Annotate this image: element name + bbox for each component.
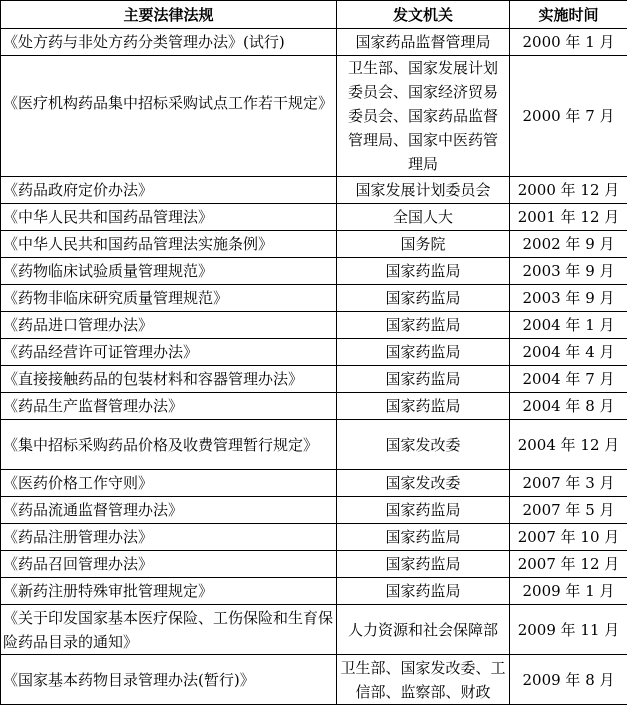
agency-cell: 国家药监局 [337,366,510,393]
agency-cell: 国务院 [337,231,510,258]
table-row [1,339,627,366]
date-cell: 2004 年 1 月 [510,312,627,339]
law-cell: 《药品生产监督管理办法》 [1,393,337,420]
date-cell: 2007 年 5 月 [510,497,627,524]
table-row [1,470,627,497]
date-cell: 2007 年 3 月 [510,470,627,497]
agency-cell: 国家药监局 [337,497,510,524]
law-cell: 《药物临床试验质量管理规范》 [1,258,337,285]
table-row [1,366,627,393]
agency-cell: 国家药监局 [337,285,510,312]
law-cell: 《新药注册特殊审批管理规定》 [1,578,337,605]
table-row [1,56,627,177]
table-row [1,655,627,705]
table-row [1,551,627,578]
agency-cell: 国家药监局 [337,312,510,339]
date-cell: 2009 年 1 月 [510,578,627,605]
table-row [1,524,627,551]
table-row [1,312,627,339]
law-cell: 《药品经营许可证管理办法》 [1,339,337,366]
date-cell: 2001 年 12 月 [510,204,627,231]
date-cell: 2003 年 9 月 [510,285,627,312]
law-cell: 《中华人民共和国药品管理法》 [1,204,337,231]
header-law: 主要法律法规 [1,1,337,29]
agency-cell: 全国人大 [337,204,510,231]
table-row [1,393,627,420]
law-cell: 《医疗机构药品集中招标采购试点工作若干规定》 [1,56,337,177]
date-cell: 2004 年 12 月 [510,420,627,470]
table-row [1,605,627,655]
agency-cell: 国家发展计划委员会 [337,177,510,204]
date-cell: 2004 年 4 月 [510,339,627,366]
agency-cell: 国家药监局 [337,551,510,578]
law-cell: 《直接接触药品的包装材料和容器管理办法》 [1,366,337,393]
table-row [1,29,627,56]
law-cell: 《药品进口管理办法》 [1,312,337,339]
table-row [1,258,627,285]
date-cell: 2000 年 7 月 [510,56,627,177]
law-cell: 《医药价格工作守则》 [1,470,337,497]
table-row [1,204,627,231]
agency-cell: 国家药监局 [337,524,510,551]
agency-cell: 人力资源和社会保障部 [337,605,510,655]
law-cell: 《关于印发国家基本医疗保险、工伤保险和生育保险药品目录的通知》 [1,605,337,655]
agency-cell: 国家药监局 [337,258,510,285]
header-date: 实施时间 [510,1,627,29]
agency-cell: 国家药监局 [337,339,510,366]
table-row [1,285,627,312]
date-cell: 2002 年 9 月 [510,231,627,258]
date-cell: 2003 年 9 月 [510,258,627,285]
agency-cell: 国家药监局 [337,578,510,605]
date-cell: 2009 年 11 月 [510,605,627,655]
table-row [1,578,627,605]
date-cell: 2004 年 8 月 [510,393,627,420]
table-row [1,177,627,204]
date-cell: 2000 年 1 月 [510,29,627,56]
law-cell: 《药品流通监督管理办法》 [1,497,337,524]
agency-cell: 卫生部、国家发改委、工信部、监察部、财政 [337,655,510,705]
agency-cell: 国家药监局 [337,393,510,420]
law-cell: 《处方药与非处方药分类管理办法》(试行) [1,29,337,56]
law-cell: 《药品召回管理办法》 [1,551,337,578]
law-cell: 《药品注册管理办法》 [1,524,337,551]
law-cell: 《国家基本药物目录管理办法(暂行)》 [1,655,337,705]
agency-cell: 卫生部、国家发展计划委员会、国家经济贸易委员会、国家药品监督管理局、国家中医药管理局 [337,56,510,177]
agency-cell: 国家发改委 [337,470,510,497]
law-cell: 《中华人民共和国药品管理法实施条例》 [1,231,337,258]
law-cell: 《药品政府定价办法》 [1,177,337,204]
date-cell: 2004 年 7 月 [510,366,627,393]
date-cell: 2007 年 10 月 [510,524,627,551]
agency-cell: 国家药品监督管理局 [337,29,510,56]
law-cell: 《药物非临床研究质量管理规范》 [1,285,337,312]
date-cell: 2007 年 12 月 [510,551,627,578]
table-row [1,497,627,524]
table-row [1,420,627,470]
date-cell: 2000 年 12 月 [510,177,627,204]
table-row [1,231,627,258]
law-cell: 《集中招标采购药品价格及收费管理暂行规定》 [1,420,337,470]
header-agency: 发文机关 [337,1,510,29]
table-header-row [1,1,627,29]
agency-cell: 国家发改委 [337,420,510,470]
date-cell: 2009 年 8 月 [510,655,627,705]
